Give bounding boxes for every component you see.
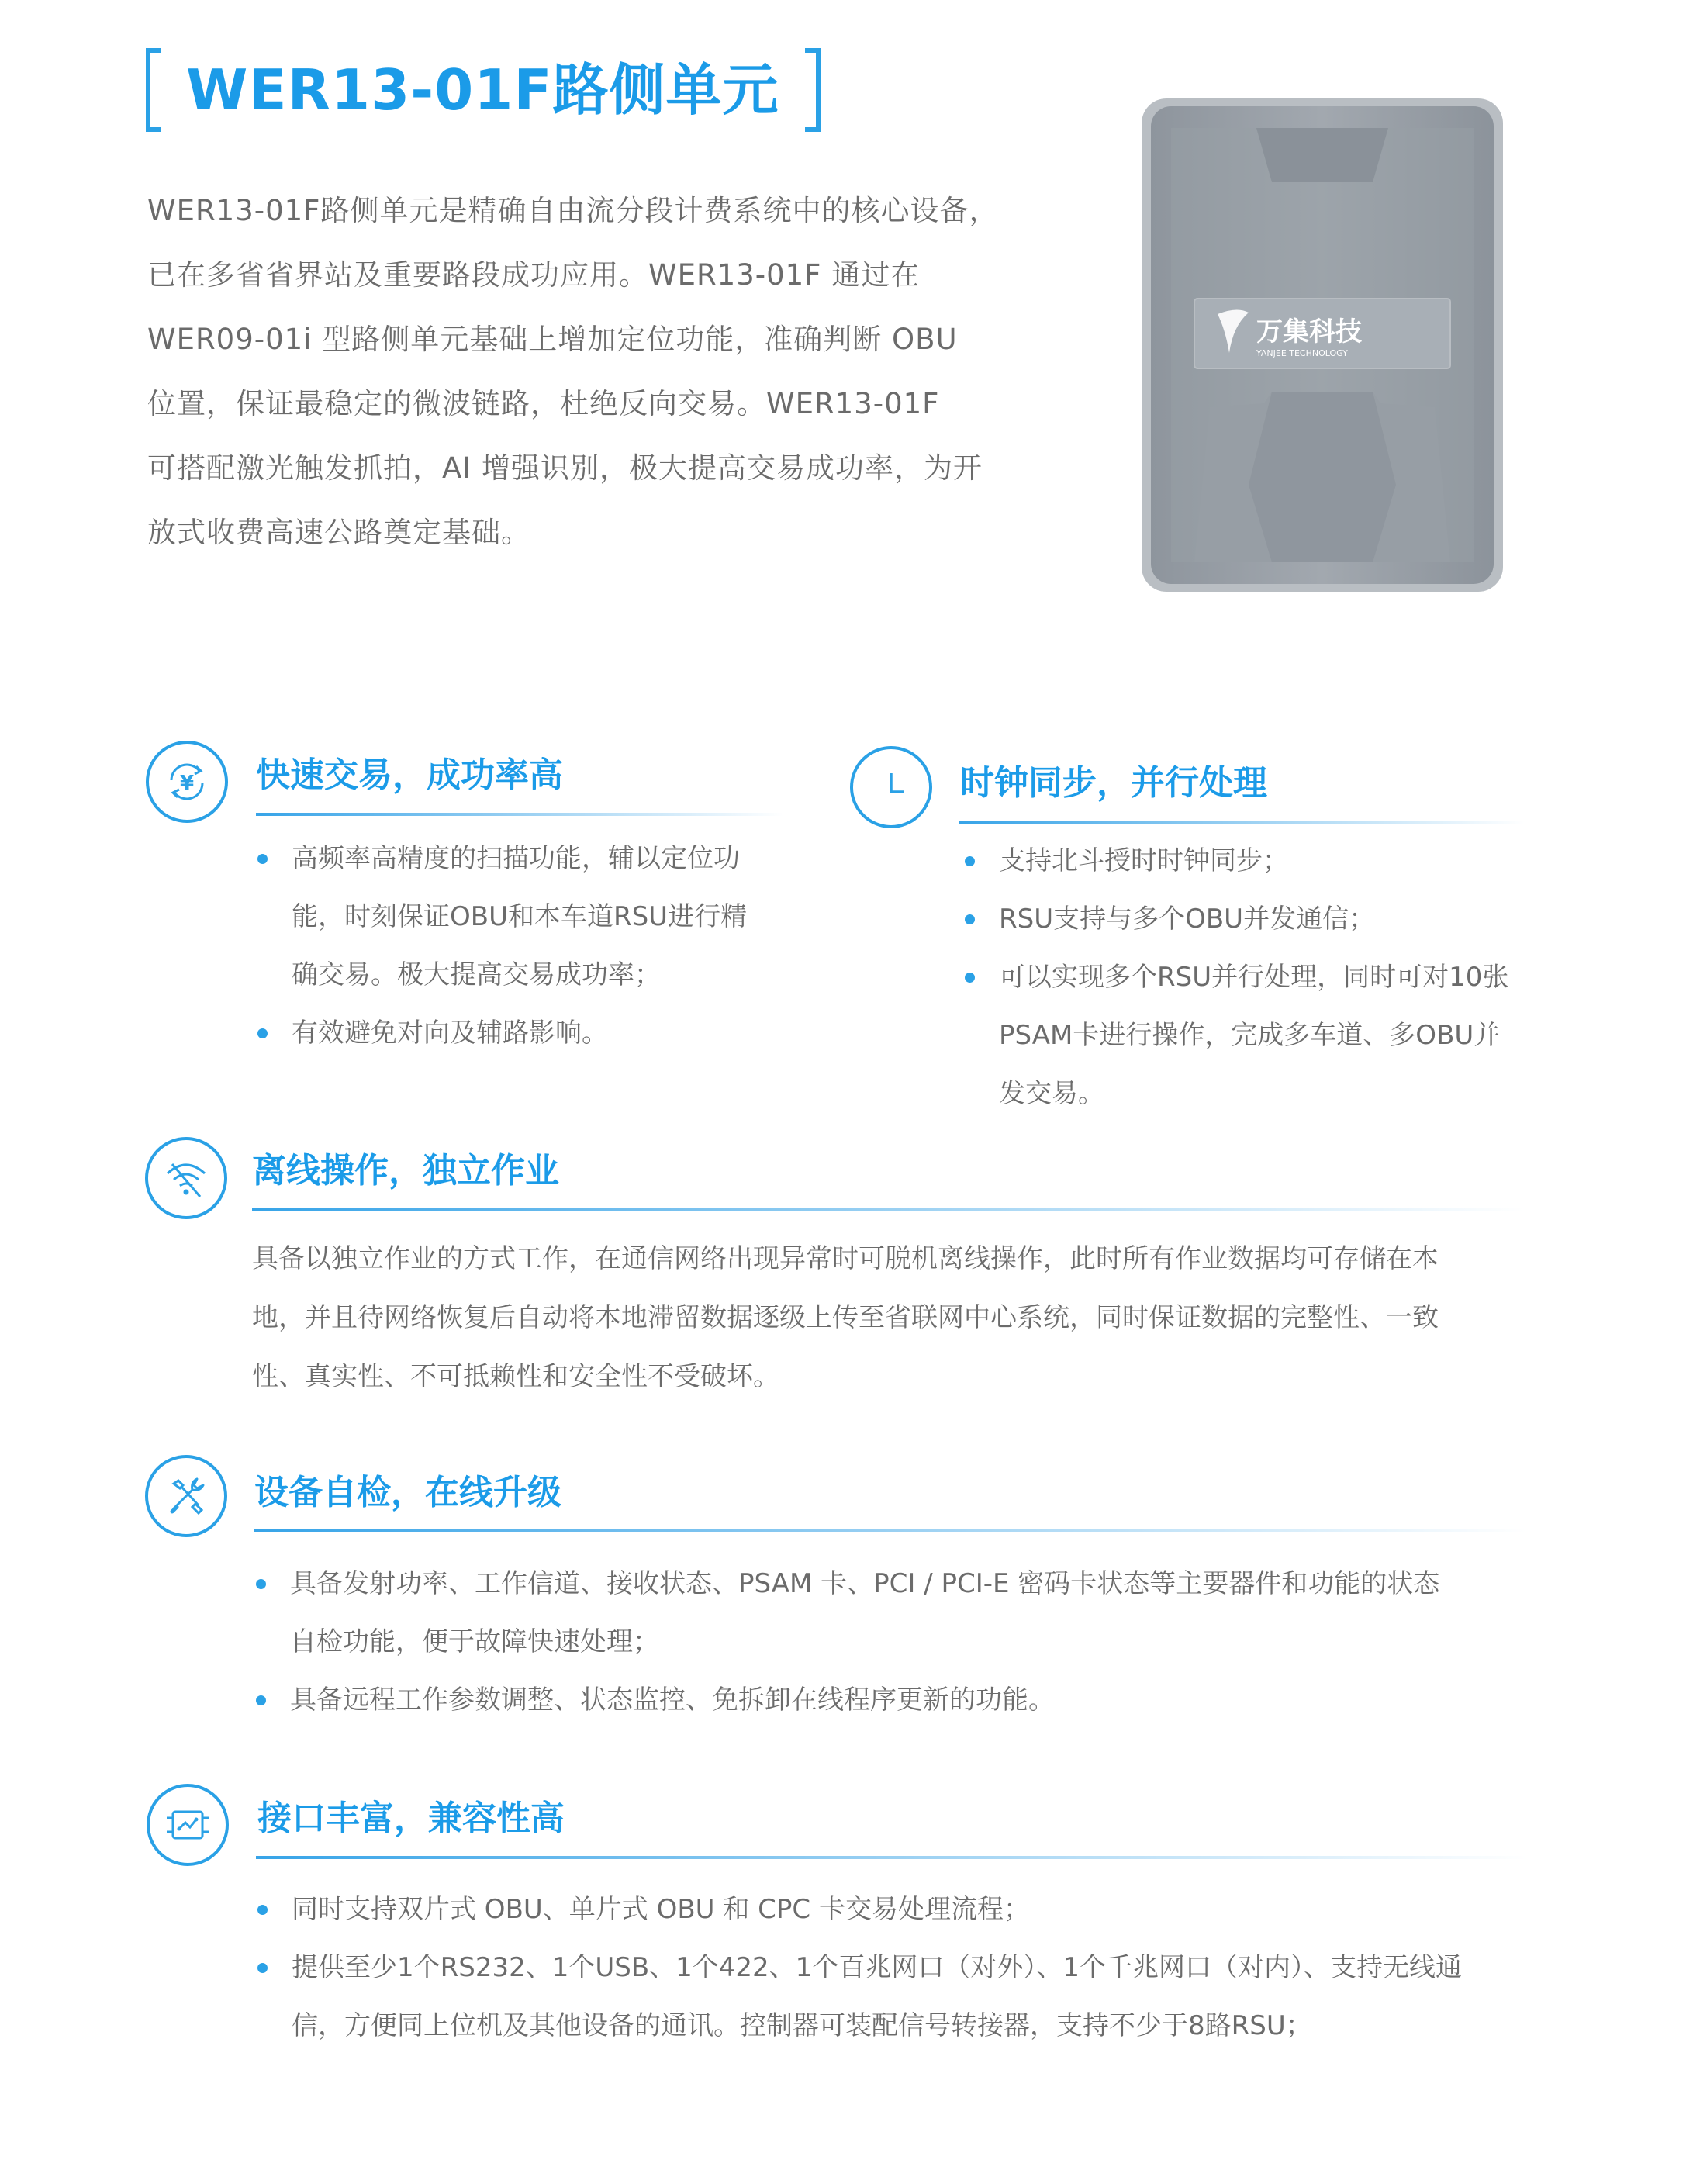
offline-paragraph — [252, 1229, 1555, 1406]
intro-line: WER13-01F路侧单元是精确自由流分段计费系统中的核心设备， — [147, 194, 999, 227]
list-item: 具备远程工作参数调整、状态监控、免拆卸在线程序更新的功能。 — [254, 1671, 1573, 1730]
device-brand-en: YANJEE TECHNOLOGY — [1256, 348, 1348, 358]
page-title: WER13-01F路侧单元 — [186, 57, 779, 123]
bullet-list — [256, 1881, 1574, 2055]
section-title: 接口丰富，兼容性高 — [257, 1799, 565, 1838]
bullet-list — [963, 832, 1537, 1123]
list-item: 同时支持双片式 OBU、单片式 OBU 和 CPC 卡交易处理流程； — [256, 1881, 1574, 1939]
intro-paragraph — [147, 178, 1008, 565]
paragraph-line: 地，并且待网络恢复后自动将本地滞留数据逐级上传至省联网中心系统，同时保证数据的完整性、一致 — [252, 1302, 1439, 1333]
intro-line: 可搭配激光触发抓拍，AI 增强识别，极大提高交易成功率，为开 — [147, 451, 983, 485]
section-title: 设备自检，在线升级 — [254, 1473, 561, 1512]
device-brand-cn: 万集科技 — [1256, 316, 1362, 347]
list-item: 高频率高精度的扫描功能，辅以定位功 能，时刻保证OBU和本车道RSU进行精 确交易。极大提高交易成功率； — [256, 830, 845, 1004]
svg-text:¥: ¥ — [179, 772, 195, 795]
title-bracket-right — [805, 48, 821, 132]
section-underline — [256, 1856, 1528, 1859]
section-title: 快速交易，成功率高 — [256, 755, 563, 795]
title-bracket-left — [146, 48, 161, 132]
intro-line: 放式收费高速公路奠定基础。 — [147, 516, 530, 549]
tools-icon — [145, 1455, 227, 1537]
section-underline — [959, 821, 1525, 824]
intro-line: 位置，保证最稳定的微波链路，杜绝反向交易。WER13-01F — [147, 387, 940, 420]
intro-line: WER09-01i 型路侧单元基础上增加定位功能，准确判断 OBU — [147, 323, 958, 356]
section-underline — [252, 1208, 1524, 1211]
section-title: 时钟同步，并行处理 — [960, 763, 1267, 803]
bullet-list — [256, 830, 845, 1063]
section-underline — [256, 813, 783, 816]
wifi-off-icon — [145, 1137, 227, 1219]
section-title: 离线操作，独立作业 — [252, 1151, 559, 1190]
yen-cycle-icon — [146, 741, 228, 823]
list-item: 具备发射功率、工作信道、接收状态、PSAM 卡、PCI / PCI-E 密码卡状态等主要器件和功能的状态 自检功能，便于故障快速处理； — [254, 1555, 1573, 1671]
clock-icon — [850, 746, 932, 828]
bullet-list — [254, 1555, 1573, 1730]
list-item: 提供至少1个RS232、1个USB、1个422、1个百兆网口（对外）、1个千兆网口（对内）、支持无线通 信，方便同上位机及其他设备的通讯。控制器可装配信号转接器，支持不少于8路RSU； — [256, 1939, 1574, 2055]
paragraph-line: 性、真实性、不可抵赖性和安全性不受破坏。 — [252, 1361, 779, 1392]
paragraph-line: 具备以独立作业的方式工作，在通信网络出现异常时可脱机离线操作，此时所有作业数据均可存储在本 — [252, 1243, 1439, 1274]
section-underline — [254, 1529, 1526, 1532]
intro-line: 已在多省省界站及重要路段成功应用。WER13-01F 通过在 — [147, 258, 921, 292]
circuit-board-icon — [147, 1784, 229, 1866]
list-item: 支持北斗授时时钟同步； — [963, 832, 1537, 890]
device-image — [1140, 97, 1505, 593]
list-item: RSU支持与多个OBU并发通信； — [963, 890, 1537, 949]
list-item: 可以实现多个RSU并行处理，同时可对10张 PSAM卡进行操作，完成多车道、多OBU并 发交易。 — [963, 949, 1537, 1123]
list-item: 有效避免对向及辅路影响。 — [256, 1004, 845, 1063]
